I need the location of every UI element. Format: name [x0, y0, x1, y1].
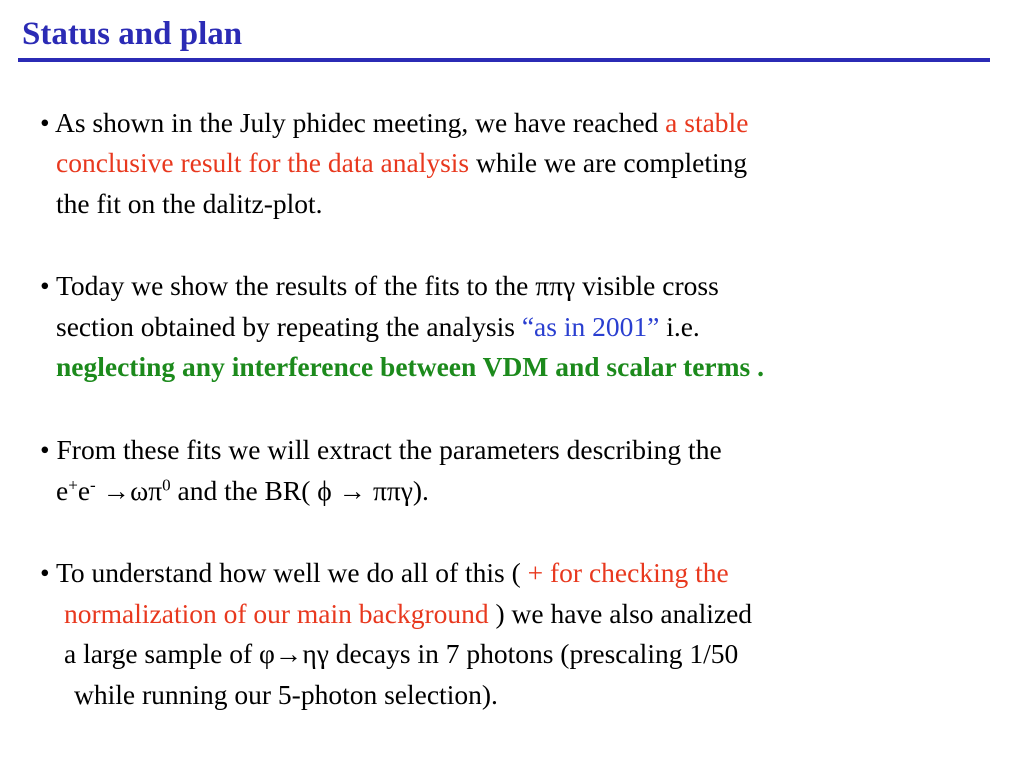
p1-text-a: As shown in the July phidec meeting, we have reached [55, 107, 659, 138]
paragraph-1-line-1 [40, 106, 748, 140]
paragraph-4-line-3 [64, 637, 738, 671]
p3-sup-plus: + [68, 475, 78, 495]
p4-text-c: a large sample of φ→ηγ decays in 7 photons (prescaling 1/50 [64, 638, 739, 669]
p2-text-ie: i.e. [666, 311, 700, 342]
p2-highlight-quote: “as in 2001” [521, 311, 660, 342]
title-underline [18, 58, 990, 62]
p4-highlight-b: normalization of our main background [64, 598, 489, 629]
p1-highlight-b: conclusive result for the data analysis [56, 147, 470, 178]
p4-text-d: while running our 5-photon selection). [74, 679, 498, 710]
p3-text-br: and the BR( ϕ → ππγ). [177, 475, 429, 506]
paragraph-3-line-1 [40, 433, 722, 467]
p2-highlight-green: neglecting any interference between VDM and scalar terms . [56, 351, 764, 382]
paragraph-2-line-1 [40, 269, 719, 303]
paragraph-2-line-2 [56, 310, 700, 344]
p3-sup-zero: 0 [162, 475, 171, 495]
p3-arrow-omega-pi: →ωπ [102, 475, 163, 506]
p3-sup-minus: - [90, 475, 96, 495]
p4-text-a: To understand how well we do all of this ( [56, 557, 521, 588]
p3-e2: e [77, 475, 91, 506]
bullet: • [40, 270, 50, 301]
paragraph-1-line-3 [56, 187, 323, 221]
bullet: • [40, 557, 50, 588]
paragraph-4-line-1 [40, 556, 729, 590]
p3-e: e [56, 475, 69, 506]
paragraph-2-line-3 [56, 350, 764, 384]
paragraph-3-line-2 [56, 474, 429, 508]
p2-text-a: Today we show the results of the fits to the ππγ visible cross [56, 270, 719, 301]
p1-text-c: the fit on the dalitz-plot. [56, 188, 323, 219]
paragraph-4-line-2 [64, 597, 752, 631]
p1-text-b: while we are completing [476, 147, 748, 178]
page-title: Status and plan [22, 16, 243, 52]
bullet: • [40, 434, 50, 465]
p2-text-b: section obtained by repeating the analysis [56, 311, 515, 342]
paragraph-4-line-4 [74, 678, 498, 712]
p4-text-b: ) we have also analized [495, 598, 753, 629]
p4-highlight-a: + for checking the [527, 557, 729, 588]
p3-text-a: From these fits we will extract the parameters describing the [56, 434, 722, 465]
paragraph-1-line-2 [56, 146, 747, 180]
p1-highlight-a: a stable [665, 107, 749, 138]
bullet: • [40, 107, 50, 138]
